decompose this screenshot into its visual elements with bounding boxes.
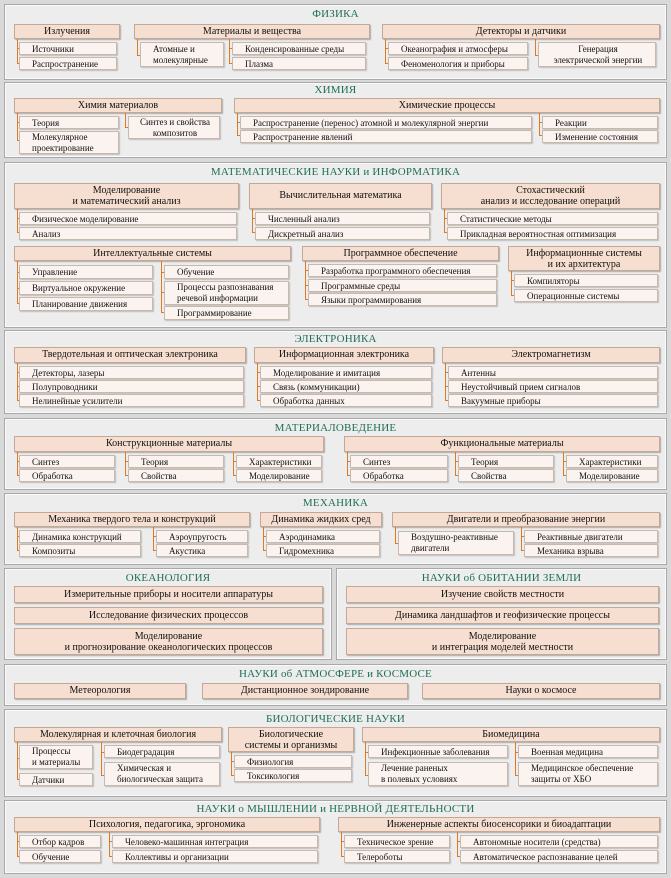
group-header-materials: Материалы и вещества: [134, 24, 370, 39]
item-box: Численный анализ: [255, 212, 430, 225]
item-box: Программные среды: [308, 279, 497, 292]
section-title-mechanics: МЕХАНИКА: [302, 497, 369, 509]
section-title-electronics: ЭЛЕКТРОНИКА: [294, 333, 377, 345]
earth-item: Динамика ландшафтов и геофизические процессы: [346, 607, 659, 624]
item-box: Распространение (перенос) атомной и молекулярной энергии: [240, 116, 532, 129]
item-box: Статистические методы: [447, 212, 658, 225]
item-box: Источники: [19, 42, 117, 55]
item-box: Неустойчивый прием сигналов: [448, 380, 658, 393]
group-header-engines: Двигатели и преобразование энергии: [392, 512, 660, 527]
item-box: Языки программирования: [308, 293, 497, 306]
group-header-biosystems: Биологические системы и организмы: [228, 727, 354, 752]
item-box: Телероботы: [344, 850, 450, 863]
connector: [17, 39, 18, 64]
connector: [17, 527, 18, 551]
connector: [17, 209, 18, 233]
connector: [444, 209, 445, 233]
group-header-stochastic: Стохастический анализ и исследование операций: [441, 183, 660, 209]
item-box: Физиология: [234, 755, 352, 768]
item-box: Разработка программного обеспечения: [308, 264, 497, 277]
connector: [511, 271, 512, 296]
item-box: Реакции: [542, 116, 658, 129]
connector: [125, 452, 126, 476]
item-box: Конденсированные среды: [232, 42, 366, 55]
item-box: Человеко-машинная интеграция: [112, 835, 318, 848]
item-box: Антенны: [448, 366, 658, 379]
item-box: Аэродинамика: [266, 530, 380, 543]
group-header-solidstate: Твердотельная и оптическая электроника: [14, 347, 246, 363]
connector: [101, 742, 102, 776]
item-box: Обучение: [164, 265, 289, 279]
connector: [229, 39, 230, 64]
item-box: Синтез и свойства композитов: [128, 116, 220, 139]
item-box: Виртуальное окружение: [19, 281, 153, 295]
connector: [515, 742, 516, 776]
connector: [445, 363, 446, 401]
item-box: Обучение: [19, 850, 101, 863]
item-box: Управление: [19, 265, 153, 279]
item-box: Коллективы и организации: [112, 850, 318, 863]
connector: [521, 527, 522, 551]
item-box: Атомные и молекулярные: [140, 42, 224, 67]
item-box: Реактивные двигатели: [524, 530, 658, 543]
item-box: Операционные системы: [514, 289, 658, 302]
item-box: Обработка данных: [260, 394, 432, 407]
connector: [137, 39, 138, 56]
ocean-item: Исследование физических процессов: [14, 607, 323, 624]
item-box: Полупроводники: [19, 380, 244, 393]
group-header-structural: Конструкционные материалы: [14, 436, 324, 452]
item-box: Синтез: [350, 455, 448, 468]
connector: [252, 209, 253, 233]
item-box: Прикладная вероятностная оптимизация: [447, 227, 658, 240]
item-box: Техническое зрение: [344, 835, 450, 848]
connector: [153, 527, 154, 551]
item-box: Генерация электрической энергии: [538, 42, 656, 67]
connector: [17, 113, 18, 141]
connector: [109, 832, 110, 857]
item-box: Химическая и биологическая защита: [104, 762, 220, 786]
item-box: Планирование движения: [19, 297, 153, 311]
item-box: Детекторы, лазеры: [19, 366, 244, 379]
connector: [17, 261, 18, 304]
item-box: Компиляторы: [514, 274, 658, 287]
section-title-earth: НАУКИ об ОБИТАНИИ ЗЕМЛИ: [421, 572, 582, 584]
item-box: Обработка: [350, 469, 448, 482]
connector: [341, 832, 342, 857]
item-box: Программирование: [164, 306, 289, 320]
section-title-math: МАТЕМАТИЧЕСКИЕ НАУКИ и ИНФОРМАТИКА: [210, 166, 461, 178]
earth-item: Изучение свойств местности: [346, 586, 659, 603]
item-box: Моделирование: [236, 469, 322, 482]
ocean-item: Моделирование и прогнозирование океанологических процессов: [14, 628, 323, 655]
connector: [347, 452, 348, 476]
connector: [17, 832, 18, 857]
item-box: Теория: [128, 455, 224, 468]
section-title-bio: БИОЛОГИЧЕСКИЕ НАУКИ: [265, 713, 406, 725]
item-box: Молекулярное проектирование: [19, 131, 119, 154]
item-box: Акустика: [156, 544, 248, 557]
group-header-molecular: Молекулярная и клеточная биология: [14, 727, 222, 742]
item-box: Механика взрыва: [524, 544, 658, 557]
item-box: Характеристики: [236, 455, 322, 468]
group-header-radiation: Излучения: [14, 24, 120, 39]
item-box: Автономные носители (средства): [460, 835, 658, 848]
item-box: Распространение: [19, 57, 117, 70]
group-header-software: Программное обеспечение: [302, 246, 499, 261]
connector: [395, 527, 396, 544]
atmo-item: Метеорология: [14, 683, 186, 699]
group-header-infosystems: Информационные системы и их архитектура: [508, 246, 660, 271]
item-box: Датчики: [19, 773, 93, 786]
item-box: Медицинское обеспечение защиты от ХБО: [518, 762, 658, 786]
group-header-chem-processes: Химические процессы: [234, 98, 660, 113]
item-box: Плазма: [232, 57, 366, 70]
item-box: Аэроупругость: [156, 530, 248, 543]
item-box: Автоматическое распознавание целей: [460, 850, 658, 863]
item-box: Феноменология и приборы: [388, 57, 528, 70]
section-title-mind: НАУКИ о МЫШЛЕНИИ и НЕРВНОЙ ДЕЯТЕЛЬНОСТИ: [196, 803, 475, 815]
group-header-chem-materials: Химия материалов: [14, 98, 222, 113]
item-box: Процессы и материалы: [19, 745, 93, 769]
item-box: Свойства: [458, 469, 554, 482]
item-box: Динамика конструкций: [19, 530, 141, 543]
connector: [17, 363, 18, 401]
connector: [385, 39, 386, 64]
item-box: Теория: [19, 116, 119, 129]
earth-item: Моделирование и интеграция моделей местности: [346, 628, 659, 655]
group-header-detectors: Детекторы и датчики: [382, 24, 660, 39]
group-header-computational: Вычислительная математика: [249, 183, 432, 209]
item-box: Обработка: [19, 469, 115, 482]
item-box: Характеристики: [566, 455, 658, 468]
group-header-fluid: Динамика жидких сред: [260, 512, 382, 527]
connector: [263, 527, 264, 551]
section-title-ocean: ОКЕАНОЛОГИЯ: [125, 572, 211, 584]
connector: [539, 113, 540, 136]
connector: [455, 452, 456, 476]
group-header-bioengineering: Инженерные аспекты биосенсорики и биоадаптации: [338, 817, 660, 832]
ocean-item: Измерительные приборы и носители аппаратуры: [14, 586, 323, 603]
group-header-modeling: Моделирование и математический анализ: [14, 183, 239, 209]
item-box: Физическое моделирование: [19, 212, 237, 225]
item-box: Моделирование и имитация: [260, 366, 432, 379]
group-header-biomedicine: Биомедицина: [362, 727, 660, 742]
section-title-atmo: НАУКИ об АТМОСФЕРЕ и КОСМОСЕ: [239, 668, 432, 680]
connector: [125, 113, 126, 128]
item-box: Композиты: [19, 544, 141, 557]
item-box: Анализ: [19, 227, 237, 240]
connector: [161, 261, 162, 313]
group-header-infoelectronics: Информационная электроника: [254, 347, 434, 363]
connector: [233, 452, 234, 476]
atmo-item: Дистанционное зондирование: [202, 683, 408, 699]
group-header-solid-mechanics: Механика твердого тела и конструкций: [14, 512, 250, 527]
group-header-electromagnetism: Электромагнетизм: [442, 347, 660, 363]
section-title-materials: МАТЕРИАЛОВЕДЕНИЕ: [274, 422, 397, 434]
section-title-chemistry: ХИМИЯ: [314, 84, 357, 96]
item-box: Военная медицина: [518, 745, 658, 758]
connector: [305, 261, 306, 300]
item-box: Токсикология: [234, 769, 352, 782]
item-box: Распространение явлений: [240, 130, 532, 143]
group-header-functional: Функциональные материалы: [344, 436, 660, 452]
item-box: Моделирование: [566, 469, 658, 482]
item-box: Нелинейные усилители: [19, 394, 244, 407]
connector: [457, 832, 458, 857]
item-box: Изменение состояния: [542, 130, 658, 143]
atmo-item: Науки о космосе: [422, 683, 660, 699]
connector: [365, 742, 366, 776]
connector: [17, 452, 18, 476]
item-box: Дискретный анализ: [255, 227, 430, 240]
connector: [257, 363, 258, 401]
item-box: Биодеградация: [104, 745, 220, 758]
item-box: Воздушно-реактивные двигатели: [398, 531, 514, 555]
item-box: Вакуумные приборы: [448, 394, 658, 407]
item-box: Связь (коммуникации): [260, 380, 432, 393]
item-box: Океанография и атмосферы: [388, 42, 528, 55]
section-title-physics: ФИЗИКА: [312, 8, 359, 20]
group-header-psychology: Психология, педагогика, эргономика: [14, 817, 320, 832]
item-box: Отбор кадров: [19, 835, 101, 848]
item-box: Процессы разпознавания речевой информации: [164, 281, 289, 305]
item-box: Теория: [458, 455, 554, 468]
item-box: Лечение раненых в полевых условиях: [368, 762, 508, 786]
connector: [237, 113, 238, 136]
connector: [563, 452, 564, 476]
item-box: Гидромехника: [266, 544, 380, 557]
connector: [231, 752, 232, 776]
item-box: Синтез: [19, 455, 115, 468]
group-header-intelligent: Интеллектуальные системы: [14, 246, 291, 261]
item-box: Инфекционные заболевания: [368, 745, 508, 758]
connector: [17, 742, 18, 780]
connector: [535, 39, 536, 56]
item-box: Свойства: [128, 469, 224, 482]
